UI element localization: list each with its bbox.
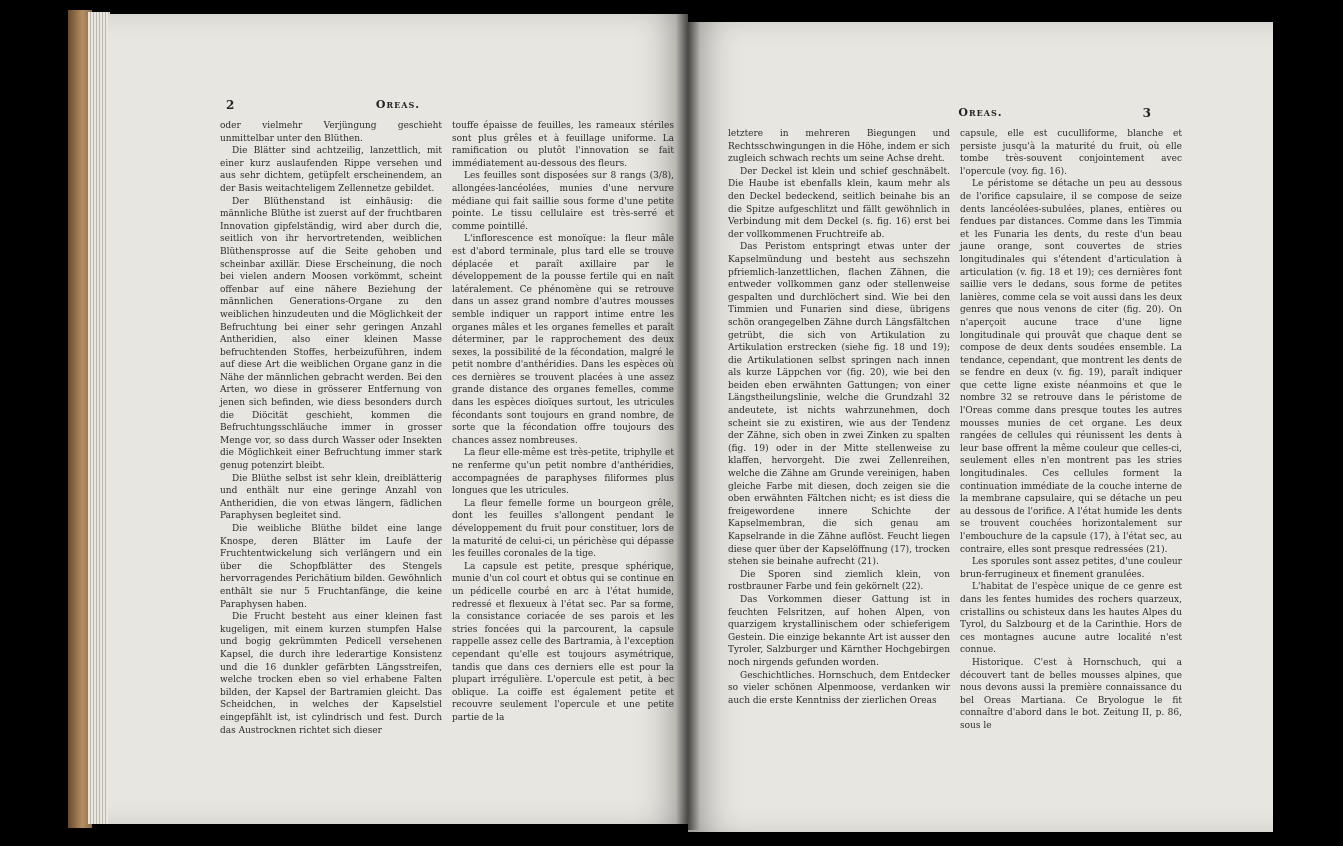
right-page-number: 3 bbox=[1142, 106, 1151, 120]
paragraph: L'habitat de l'espèce unique de ce genre est dans les fentes humides des rochers quarzeux, cristallins ou schisteux dans les hautes Alpes du Tyrol, du Salzbourg et de la Carinthie. Hors de ces montagnes aucune autre localité n'est connue. bbox=[960, 582, 1182, 656]
paragraph: Die Frucht besteht aus einer kleinen fast kugeligen, mit einem kurzen stumpfen Halse und bogig gekrümmten Pedicell versehenen Kapsel, die durch ihre lederartige Konsistenz und die 16 dunkler gefärbten Längsstreifen, welche trocken eben so viel erhabene Falten bilden, der Kapsel der Bartramien gleicht. Das Scheidchen, in welches der Kapselstiel eingepfählt ist, ist cylindrisch und fest. Durch das Austrocknen richtet sich dieser bbox=[220, 612, 442, 736]
paragraph: Das Vorkommen dieser Gattung ist in feuchten Felsritzen, auf hohen Alpen, von quarzigem krystallinischem oder schieferigem Gestein. Die einzige bekannte Art ist ausser den Tyroler, Salzburger und Kärnther Hochgebirgen noch nirgends gefunden worden. bbox=[728, 594, 950, 668]
left-page bbox=[108, 14, 688, 824]
paragraph: Historique. C'est à Hornschuch, qui a découvert tant de belles mousses alpines, que nous devons aussi la première connaissance du bel Oreas Martiana. Ce Bryologue le fit connaître d'abord dans le bot. Zeitung II, p. 86, sous le bbox=[960, 657, 1182, 731]
page-edges bbox=[88, 12, 110, 824]
paragraph: capsule, elle est cuculliforme, blanche et persiste jusqu'à la maturité du fruit, où elle tombe très-souvent conjointement avec l'opercule (voy. fig. 16). bbox=[960, 129, 1182, 177]
paragraph: Les sporules sont assez petites, d'une couleur brun-ferrugineux et finement granulées. bbox=[960, 557, 1182, 580]
paragraph: Die Blätter sind achtzeilig, lanzettlich, mit einer kurz auslaufenden Rippe versehen und aus sehr dichtem, getüpfelt erscheinendem, an der Basis weitachteligem Zellennetze gebildet. bbox=[220, 146, 442, 194]
right-page bbox=[688, 22, 1273, 832]
right-page-header bbox=[688, 106, 1273, 124]
paragraph: Die Sporen sind ziemlich klein, von rostbrauner Farbe und fein gekörnelt (22). bbox=[728, 569, 950, 593]
left-column-french bbox=[452, 120, 674, 725]
paragraph: touffe épaisse de feuilles, les rameaux stériles sont plus grêles et à feuillage uniforme. La ramification ou plutôt l'innovation se fait immédiatement au-dessous des fleurs. bbox=[452, 121, 674, 169]
paragraph: Der Blüthenstand ist einhäusig: die männliche Blüthe ist zuerst auf der fruchtbaren Innovation gipfelständig, wird aber durch die, seitlich von ihr hervortretenden, weiblichen Blüthensprosse auf die Seite gehoben und scheinbar axillär. Diese Erscheinung, die noch bei vielen andern Moosen vorkömmt, scheint offenbar auf eine nähere Beziehung der männlichen Generations-Organe zu den weiblichen hinzudeuten und die Möglichkeit der Befruchtung bei einer sehr geringen Anzahl Antheridien, also einer kleinen Masse befruchtenden Stoffes, herbeizuführen, indem auf diese Art die weiblichen Organe ganz in die Nähe der männlichen gebracht werden. Bei den Arten, wo diese in grösserer Entfernung von jenen sich befinden, wie diess besonders durch die Diöcität geschieht, kommen die Befruchtungsschläuche immer in grosser Menge vor, so dass durch Wasser oder Insekten die Möglichkeit einer Befruchtung immer stark genug potenzirt bleibt. bbox=[220, 196, 442, 472]
left-page-header bbox=[108, 98, 688, 116]
paragraph: La fleur femelle forme un bourgeon grêle, dont les feuilles s'allongent pendant le développement du fruit pour constituer, lors de la maturité de celui-ci, un périchèse qui dépasse les feuilles coronales de la tige. bbox=[452, 498, 674, 560]
paragraph: La fleur elle-même est très-petite, triphylle et ne renferme qu'un petit nombre d'anthéridies, accompagnées de paraphyses filiformes plus longues que les utricules. bbox=[452, 448, 674, 497]
book-gutter-shadow bbox=[676, 10, 700, 830]
paragraph: Die Blüthe selbst ist sehr klein, dreiblätterig und enthält nur eine geringe Anzahl von Antheridien, die von etwas längern, fädlichen Paraphysen begleitet sind. bbox=[220, 473, 442, 522]
paragraph: Die weibliche Blüthe bildet eine lange Knospe, deren Blätter im Laufe der Fruchtentwickelung sich verlängern und ein über die Schopfblätter des Stengels hervorragendes Perichätium bilden. Gewöhnlich enthält sie nur 5 Fruchtanfänge, die keine Paraphysen haben. bbox=[220, 524, 442, 610]
paragraph: Le péristome se détache un peu au dessous de l'orifice capsulaire, il se compose de seize dents lancéolées-subulées, planes, entières ou fendues par distances. Comme dans les Timmia et les Funaria les dents, du reste d'un beau jaune orange, sont couvertes de stries longitudinales qui s'étendent d'articulation à articulation (v. fig. 18 et 19); ces dernières font saillie vers le dedans, sous forme de petites lanières, comme cela se voit aussi dans les deux genres que nous venons de citer (fig. 20). On n'aperçoit aucune trace d'une ligne longitudinale qui prouvât que chaque dent se compose de deux dents soudées ensemble. La tendance, cependant, que montrent les dents de se fendre en deux (v. fig. 19), paraît indiquer que cette ligne existe néanmoins et que le nombre 32 se retrouve dans le péristome de l'Oreas comme dans presque toutes les autres mousses munies de cet organe. Les deux rangées de cellules qui réunissent les dents à leur base offrent la même couleur que celles-ci, seulement elles n'en montrent pas les stries longitudinales. Ces cellules forment la continuation immédiate de la couche interne de la membrane capsulaire, qui se détache un peu au dessous de l'orifice. A l'état humide les dents se trouvent couchées horizontalement sur l'embouchure de la capsule (17), à l'état sec, au contraire, elles sont presque redressées (21). bbox=[960, 179, 1182, 555]
paragraph: letztere in mehreren Biegungen und Rechtsschwingungen in die Höhe, indem er sich zugleich schwach rechts um seine Achse dreht. bbox=[728, 129, 950, 165]
paragraph: La capsule est petite, presque sphérique, munie d'un col court et obtus qui se continue en un pédicelle courbé en arc à l'état humide, redressé et flexueux à l'état sec. Par sa forme, la consistance coriacée de ses parois et les stries foncées qui la parcourent, la capsule rappelle assez celle des Bartramia, à l'exception cependant qu'elle est toujours asymétrique, tandis que dans ces derniers elle est pour la plupart irrégulière. L'opercule est petit, à bec oblique. La coiffe est également petite et recouvre seulement l'opercule et une petite partie de la bbox=[452, 561, 674, 723]
paragraph: L'inflorescence est monoïque: la fleur mâle est d'abord terminale, plus tard elle se trouve déplacée et paraît axillaire par le développement de la pousse fertile qui en naît latéralement. Ce phénomène qui se retrouve dans un assez grand nombre d'autres mousses semble indiquer un rapport intime entre les organes mâles et les organes femelles et paraît déterminer, par le rapprochement des deux sexes, la possibilité de la fécondation, malgré le petit nombre d'anthéridies. Dans les espèces où ces dernières se trouvent placées à une assez grande distance des organes femelles, comme dans les espèces dioïques surtout, les utricules fécondants sont toujours en grand nombre, de sorte que la fécondation offre toujours des chances assez nombreuses. bbox=[452, 234, 674, 446]
left-page-number: 2 bbox=[226, 98, 235, 112]
paragraph: Der Deckel ist klein und schief geschnäbelt. Die Haube ist ebenfalls klein, kaum mehr als den Deckel bedeckend, seitlich beinahe bis an die Spitze aufgeschlitzt und fällt gewöhnlich in Verbindung mit dem Deckel (s. fig. 16) erst bei der vollkommenen Fruchtreife ab. bbox=[728, 166, 950, 240]
left-column-german bbox=[220, 120, 442, 737]
paragraph: Geschichtliches. Hornschuch, dem Entdecker so vieler schönen Alpenmoose, verdanken wir auch die erste Kenntniss der zierlichen Oreas bbox=[728, 670, 950, 706]
paragraph: Das Peristom entspringt etwas unter der Kapselmündung und besteht aus sechszehn pfriemlich-lanzettlichen, flachen Zähnen, die entweder vollkommen ganz oder stellenweise gespalten und durchlöchert sind. Wie bei den Timmien und Funarien sind diese, übrigens schön orangegelben Zähne durch Längsfältchen getrübt, die sich von Artikulation zu Artikulation erstrecken (siehe fig. 18 und 19); die Artikulationen selbst springen nach innen als kurze Läppchen vor (fig. 20), wie bei den beiden eben erwähnten Gattungen; von einer Längstheilungslinie, welche die Grundzahl 32 andeutete, ist nichts wahrzunehmen, doch scheint sie zu existiren, wie aus der Tendenz der Zähne, sich oben in zwei Zinken zu spalten (fig. 19) oder in der Mitte stellenweise zu klaffen, hervorgeht. Die zwei Zellenreihen, welche die Zähne am Grunde vereinigen, haben gleiche Farbe mit diesen, doch zeigen sie die oben erwähnten Fältchen nicht; es ist diess die freigewordene innere Schichte der Kapselmembran, die sich genau am Kapselrande in die Zähne auflöst. Feucht liegen diese quer über der Kapselöffnung (17), trocken stehen sie beinahe aufrecht (21). bbox=[728, 242, 950, 568]
right-column-french bbox=[960, 128, 1182, 733]
right-column-german bbox=[728, 128, 950, 707]
right-running-title: Oreas. bbox=[958, 106, 1003, 119]
paragraph: Les feuilles sont disposées sur 8 rangs (3/8), allongées-lancéolées, munies d'une nervure médiane qui fait saillie sous forme d'une petite pointe. Le tissu cellulaire est très-serré et comme pointillé. bbox=[452, 171, 674, 232]
paragraph: oder vielmehr Verjüngung geschieht unmittelbar unter den Blüthen. bbox=[220, 121, 442, 144]
left-running-title: Oreas. bbox=[375, 98, 421, 111]
